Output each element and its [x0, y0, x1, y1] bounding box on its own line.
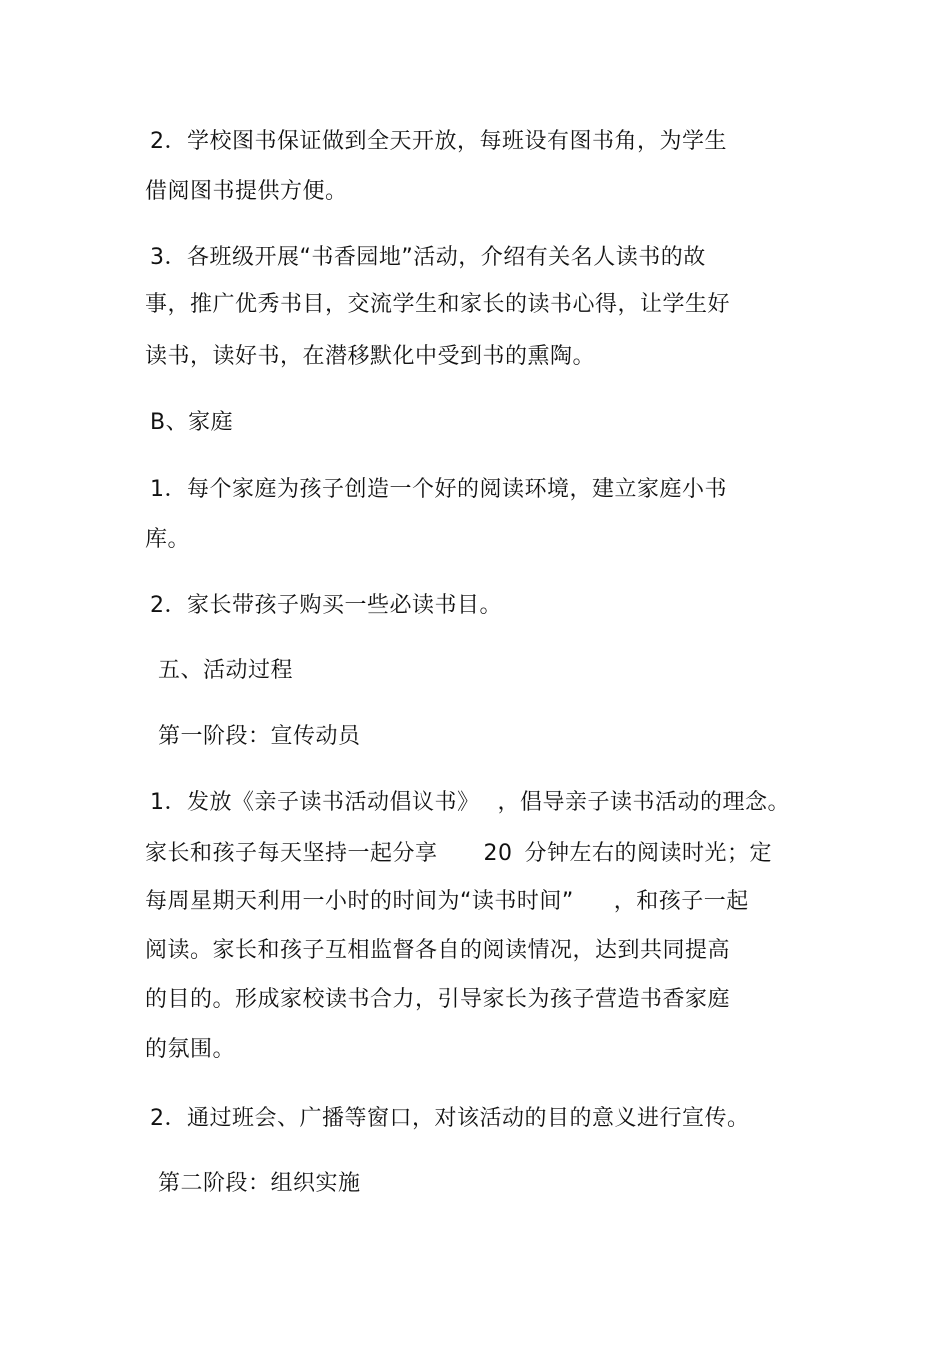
section-heading: B、家庭 [150, 410, 234, 435]
paragraph-line: 的氛围。 [145, 1037, 236, 1062]
paragraph-line: 的目的。形成家校读书合力，引导家长为孩子营造书香家庭 [145, 987, 731, 1012]
section-heading: 五、活动过程 [158, 658, 294, 683]
text-segment: ，和孩子一起 [613, 889, 749, 914]
paragraph-line [145, 840, 772, 868]
text-segment: 每周星期天利用一小时的时间为“读书时间” [145, 889, 574, 914]
paragraph-line: 2．学校图书保证做到全天开放，每班设有图书角，为学生 [150, 129, 727, 154]
text-segment: 分钟左右的阅读时光；定 [524, 841, 773, 866]
paragraph-line: 借阅图书提供方便。 [145, 179, 348, 204]
text-segment: 家长和孩子每天坚持一起分享 [145, 841, 438, 866]
subsection-heading: 第二阶段：组织实施 [158, 1171, 361, 1196]
text-segment: 1．发放《亲子读书活动倡议书》 [150, 790, 480, 815]
paragraph-line: 2．通过班会、广播等窗口，对该活动的目的意义进行宣传。 [150, 1106, 750, 1131]
subsection-heading: 第一阶段：宣传动员 [158, 724, 361, 749]
paragraph-line: 1．每个家庭为孩子创造一个好的阅读环境，建立家庭小书 [150, 477, 727, 502]
paragraph-line: 3．各班级开展“书香园地”活动，介绍有关名人读书的故 [150, 245, 706, 270]
paragraph-line: 阅读。家长和孩子互相监督各自的阅读情况，达到共同提高 [145, 938, 731, 963]
paragraph-line: 读书，读好书，在潜移默化中受到书的熏陶。 [145, 344, 596, 369]
paragraph-line: 2．家长带孩子购买一些必读书目。 [150, 593, 502, 618]
text-segment: 20 [483, 841, 513, 866]
paragraph-line [145, 888, 749, 916]
paragraph-line: 库。 [145, 527, 191, 552]
paragraph-line [150, 789, 790, 817]
paragraph-line: 事，推广优秀书目，交流学生和家长的读书心得，让学生好 [145, 292, 731, 317]
text-segment: ，倡导亲子读书活动的理念。 [497, 790, 791, 815]
